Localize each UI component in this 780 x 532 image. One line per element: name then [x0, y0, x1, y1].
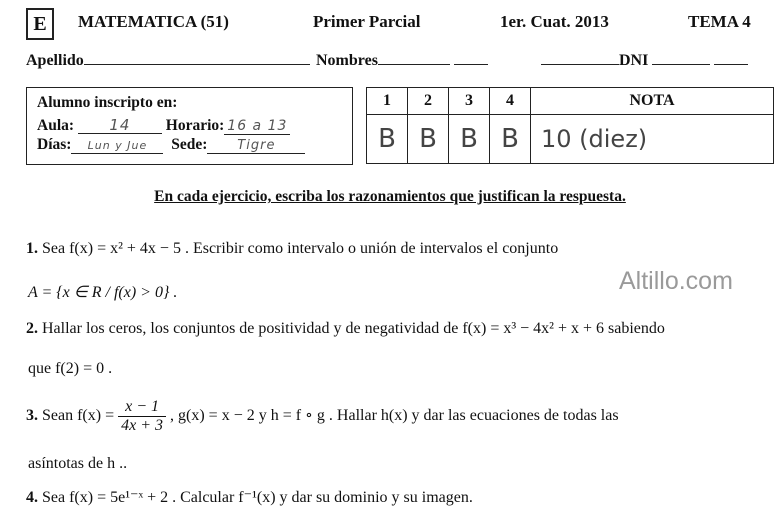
apellido-line: [84, 50, 310, 65]
sede-value-field[interactable]: [207, 136, 305, 154]
apellido-label: Apellido: [26, 52, 84, 69]
altillo-watermark: Altillo.com: [619, 267, 733, 295]
dias-row: [37, 136, 305, 154]
grade-header-nota: NOTA: [531, 88, 774, 115]
nombres-field[interactable]: [316, 50, 488, 70]
dias-label: Días:: [37, 136, 72, 153]
aula-label: Aula:: [37, 117, 75, 134]
grade-table: [366, 87, 774, 164]
dni-line-2: [714, 50, 748, 65]
aula-value: 14: [109, 116, 131, 134]
subject-title: MATEMATICA (51): [78, 12, 229, 31]
exercise-1-number: 1.: [26, 240, 38, 257]
exercise-2-text: Hallar los ceros, los conjuntos de positividad y de negatividad de f(x) = x³ − 4x² + x + 6 sabiendo: [42, 320, 665, 337]
dias-value: Lun y Jue: [87, 139, 148, 152]
exercise-3-pre: Sean f(x) =: [42, 407, 115, 425]
tema-label: TEMA 4: [688, 12, 751, 31]
dni-label: DNI: [619, 52, 649, 69]
exercise-4-number: 4.: [26, 489, 38, 506]
grade-value-1[interactable]: B: [367, 115, 408, 164]
exercise-3-fraction: [118, 398, 166, 435]
instructions-text: En cada ejercicio, escriba los razonamientos que justifican la respuesta.: [154, 188, 626, 205]
exercise-3-post: , g(x) = x − 2 y h = f ∘ g . Hallar h(x) y dar las ecuaciones de todas las: [170, 407, 619, 425]
grade-value-row: [367, 115, 774, 164]
horario-value: 16 a 13: [227, 118, 288, 134]
grade-header-1: 1: [367, 88, 408, 115]
nombres-line-2: [454, 50, 488, 65]
exercise-4-line-1: [26, 487, 473, 507]
exercise-3-line-2: asíntotas de h ..: [28, 455, 128, 472]
exam-title: Primer Parcial: [313, 12, 421, 31]
grade-value-4[interactable]: B: [490, 115, 531, 164]
grade-value-nota[interactable]: 10 (diez): [531, 115, 774, 164]
exercise-4-text: Sea f(x) = 5e¹⁻ˣ + 2 . Calcular f⁻¹(x) y dar su dominio y su imagen.: [42, 489, 473, 506]
sede-value: Tigre: [237, 138, 276, 153]
horario-value-field[interactable]: [224, 117, 290, 135]
exercise-1-line-1: [26, 240, 558, 258]
dni-line-pre: [541, 50, 619, 65]
aula-row: [37, 116, 290, 135]
grade-header-4: 4: [490, 88, 531, 115]
variant-letter-box: E: [26, 8, 54, 40]
grade-header-row: [367, 88, 774, 115]
dni-line-1: [652, 50, 710, 65]
dias-value-field[interactable]: [71, 136, 163, 154]
dni-field[interactable]: [541, 50, 748, 70]
horario-label: Horario:: [165, 117, 225, 134]
exercise-3-number: 3.: [26, 407, 38, 425]
grade-header-2: 2: [408, 88, 449, 115]
enrollment-box: [26, 87, 353, 165]
exercise-2-line-1: [26, 320, 665, 338]
exercise-1-text: Sea f(x) = x² + 4x − 5 . Escribir como intervalo o unión de intervalos el conjunto: [42, 240, 559, 257]
exercise-2-number: 2.: [26, 320, 38, 337]
exam-period: 1er. Cuat. 2013: [500, 12, 609, 31]
aula-value-field[interactable]: [78, 116, 162, 134]
exercise-3-fraction-denominator: 4x + 3: [121, 417, 164, 434]
enrollment-title: Alumno inscripto en:: [37, 94, 178, 111]
grade-value-3[interactable]: B: [449, 115, 490, 164]
nombres-line-1: [378, 50, 450, 65]
exercise-3-line-1: [26, 398, 619, 435]
exercise-1-line-2: A = {x ∈ R / f(x) > 0} .: [28, 284, 178, 301]
exercise-3-fraction-numerator: x − 1: [118, 398, 166, 417]
nombres-label: Nombres: [316, 52, 378, 69]
sede-label: Sede:: [171, 136, 208, 153]
grade-value-2[interactable]: B: [408, 115, 449, 164]
grade-header-3: 3: [449, 88, 490, 115]
apellido-field[interactable]: [26, 50, 310, 70]
exercise-2-line-2: que f(2) = 0 .: [28, 360, 113, 377]
